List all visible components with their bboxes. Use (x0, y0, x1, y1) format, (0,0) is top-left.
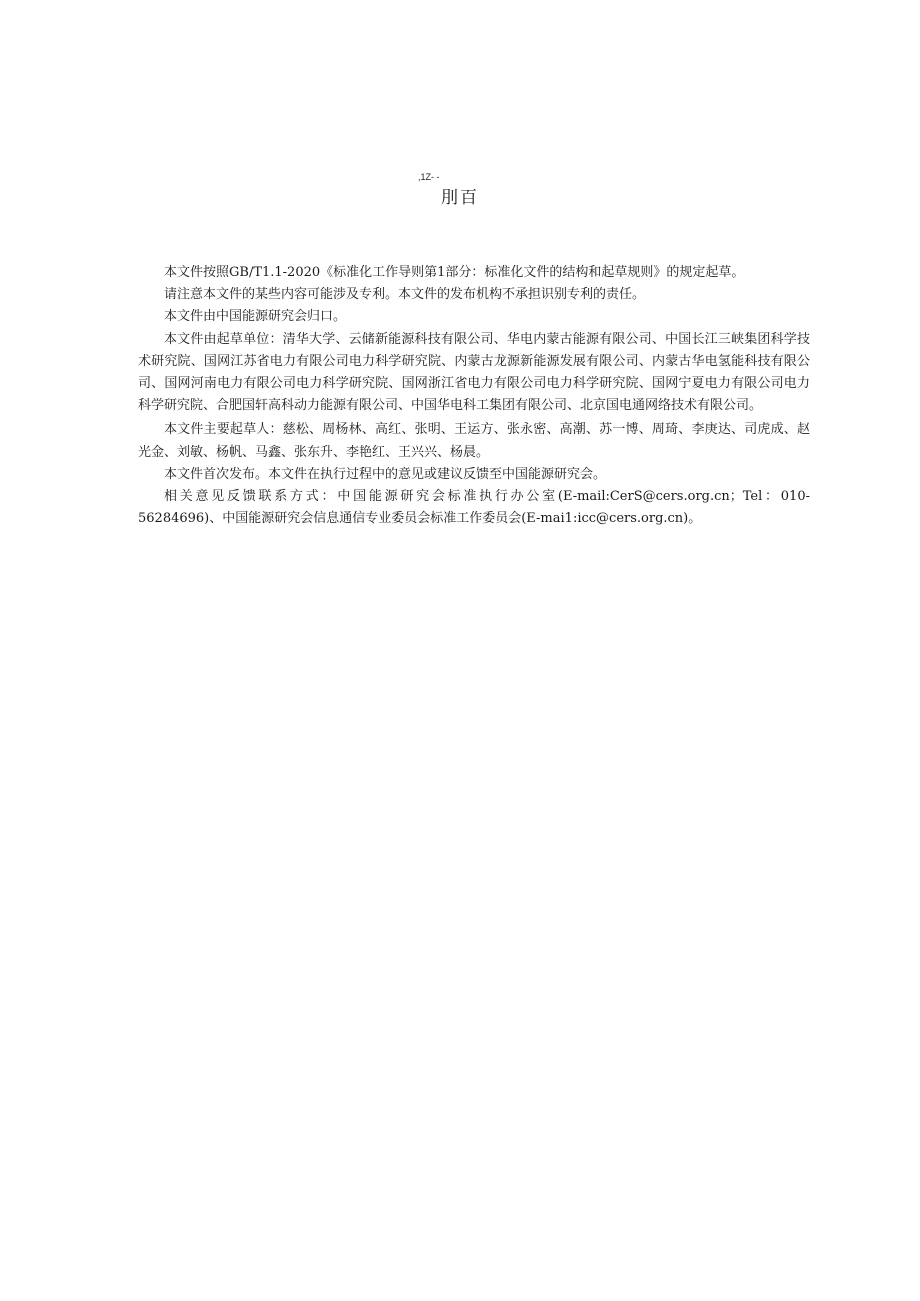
header-artifact: ,1Z- - (418, 172, 440, 182)
page-title: 刖百 (441, 188, 479, 208)
paragraph-patent-notice: 请注意本文件的某些内容可能涉及专利。本文件的发布机构不承担识别专利的责任。 (164, 287, 646, 303)
paragraph-drafters: 本文件主要起草人：慈松、周杨林、高红、张明、王运方、张永密、高潮、苏一博、周琦、李庚达、司虎成、赵光金、刘敏、杨帆、马鑫、张东升、李艳红、王兴兴、杨晨。 (138, 422, 810, 460)
foreword-body (138, 262, 810, 530)
paragraph-feedback-contact: 相关意见反馈联系方式：中国能源研究会标准执行办公室(E-mail:CerS@cers.org.cn；Tel：010-56284696)、中国能源研究会信息通信专业委员会标准工作委员会(E-mai1:icc@cers.org.cn)。 (138, 489, 810, 527)
paragraph-drafting-units: 本文件由起草单位：清华大学、云储新能源科技有限公司、华电内蒙古能源有限公司、中国长江三峡集团科学技术研究院、国网江苏省电力有限公司电力科学研究院、内蒙古龙源新能源发展有限公司、内蒙古华电氢能科技有限公司、国网河南电力有限公司电力科学研究院、国网浙江省电力有限公司电力科学研究院、国网宁夏电力有限公司电力科学研究院、合肥国轩高科动力能源有限公司、中国华电科工集团有限公司、北京国电通网络技术有限公司。 (138, 331, 810, 414)
paragraph-drafting-rules: 本文件按照GB/T1.1-2020《标准化工作导则第1部分：标准化文件的结构和起草规则》的规定起草。 (164, 265, 745, 280)
paragraph-first-release: 本文件首次发布。本文件在执行过程中的意见或建议反馈至中国能源研究会。 (164, 466, 607, 482)
paragraph-responsible-org: 本文件由中国能源研究会归口。 (164, 309, 347, 325)
